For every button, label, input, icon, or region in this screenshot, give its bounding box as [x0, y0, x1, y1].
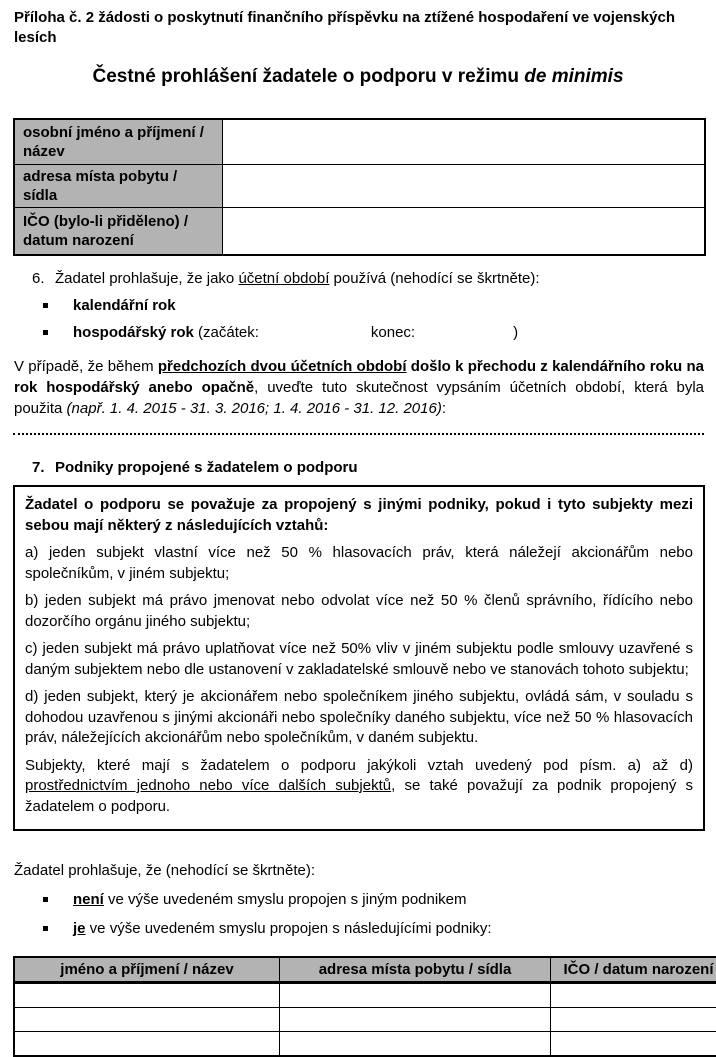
table-header-row: [14, 957, 716, 983]
page-title: [0, 64, 716, 90]
applicant-ico-field: [223, 208, 706, 256]
fiscal-year-close-paren: ): [513, 324, 518, 341]
fiscal-year-start-label: (začátek:: [194, 324, 259, 341]
bullet-square-icon: [43, 330, 48, 335]
box-item-c: c) jeden subjekt má právo uplatňovat více než 50% vliv v jiném subjektu podle smlouvy uzavřené s daným subjektem nebo dle ustanovení v zakladatelské smlouvě nebo ve stanovách tohoto subjektu;: [25, 639, 693, 680]
table-row: [14, 1032, 716, 1057]
list-item-is-linked: [73, 919, 702, 939]
applicant-ico-label: IČO (bylo-li přiděleno) / datum narození: [14, 208, 223, 256]
applicant-address-field: [223, 165, 706, 208]
item-6-text-before: Žadatel prohlašuje, že jako: [55, 270, 238, 287]
is-linked-keyword: je: [73, 920, 86, 937]
bullet-square-icon: [43, 303, 48, 308]
is-linked-rest: ve výše uvedeném smyslu propojen s následujícími podniky:: [86, 920, 492, 937]
table-row: [14, 983, 716, 1008]
name-cell: [14, 983, 280, 1008]
list-item-fiscal-year: [73, 323, 702, 343]
box-item-b: b) jeden subjekt má právo jmenovat nebo odvolat více než 50 % členů správního, řídícího nebo dozorčího orgánu jiného subjektu;: [25, 591, 693, 632]
box-item-d: d) jeden subjekt, který je akcionářem nebo společníkem jiného subjektu, ovládá sám, v souladu s dohodou uzavřenou s jinými akcionáři nebo společníky daného subjektu, více než 50 % hlasovacích práv, náležejících akcionářům nebo společníkům, v daném subjektu.: [25, 687, 693, 749]
applicant-name-field: [223, 119, 706, 165]
item-6-number: 6.: [32, 269, 55, 289]
transition-paragraph: [14, 356, 704, 419]
list-item-not-linked: [73, 890, 702, 910]
transition-part3: :: [442, 400, 446, 417]
name-cell: [14, 1008, 280, 1032]
box-final-part2: , se také považují za podnik propojený s žadatelem o podporu.: [25, 777, 693, 815]
item-6-text-after: používá (nehodící se škrtněte):: [329, 270, 539, 287]
transition-bold-underline: předchozích dvou účetních období: [158, 358, 407, 375]
ico-cell: [551, 1008, 716, 1032]
list-item-calendar-year: [73, 296, 702, 316]
header-address: adresa místa pobytu / sídla: [280, 957, 551, 983]
box-final-paragraph: [25, 756, 693, 818]
applicant-name-label: osobní jméno a příjmení / název: [14, 119, 223, 165]
not-linked-keyword: není: [73, 891, 104, 908]
fill-in-dotted-line: [13, 424, 704, 435]
page-title-main: Čestné prohlášení žadatele o podporu v režimu: [92, 66, 524, 87]
fiscal-year-label: hospodářský rok: [73, 324, 194, 341]
applicant-address-label: adresa místa pobytu / sídla: [14, 165, 223, 208]
box-item-a: a) jeden subjekt vlastní více než 50 % hlasovacích práv, která náležejí akcionářům nebo společníkům, v jiném subjektu;: [25, 543, 693, 584]
transition-example-italic: (např. 1. 4. 2015 - 31. 3. 2016; 1. 4. 2016 - 31. 12. 2016): [67, 400, 442, 417]
not-linked-rest: ve výše uvedeném smyslu propojen s jiným podnikem: [104, 891, 467, 908]
address-cell: [280, 1008, 551, 1032]
header-name: jméno a příjmení / název: [14, 957, 280, 983]
bullet-square-icon: [43, 897, 48, 902]
transition-part2: , uveďte tuto skutečnost vypsáním účetních období, která byla použita: [14, 379, 704, 417]
table-row: [14, 1008, 716, 1032]
header-ico: IČO / datum narození: [551, 957, 716, 983]
calendar-year-label: kalendářní rok: [73, 297, 176, 314]
ico-cell: [551, 1032, 716, 1057]
page-title-italic: de minimis: [524, 66, 623, 87]
item-6: [32, 269, 702, 289]
address-cell: [280, 983, 551, 1008]
linked-enterprises-definition-box: [13, 485, 705, 831]
section-7-heading: [32, 458, 702, 478]
attachment-line: Příloha č. 2 žádosti o poskytnutí finančního příspěvku na ztížené hospodaření ve vojenských lesích: [14, 8, 700, 48]
linked-enterprises-table: [13, 956, 716, 1057]
box-final-underline: prostřednictvím jednoho nebo více dalších subjektů: [25, 777, 391, 794]
ico-cell: [551, 983, 716, 1008]
applicant-info-table: [13, 118, 706, 256]
fiscal-year-end-label: konec:: [371, 324, 415, 341]
transition-bold: došlo k přechodu z kalendářního roku na rok hospodářský anebo opačně: [14, 358, 704, 396]
table-row: [14, 165, 705, 208]
box-intro: Žadatel o podporu se považuje za propojený s jinými podniky, pokud i tyto subjekty mezi sebou mají některý z následujících vztahů:: [25, 495, 693, 536]
table-row: [14, 119, 705, 165]
item-6-underlined: účetní období: [238, 270, 329, 287]
table-row: [14, 208, 705, 256]
section-7-title: Podniky propojené s žadatelem o podporu: [55, 459, 358, 476]
transition-part1: V případě, že během: [14, 358, 158, 375]
section-7-number: 7.: [32, 458, 55, 478]
bullet-square-icon: [43, 926, 48, 931]
declaration-heading: Žadatel prohlašuje, že (nehodící se škrtněte):: [14, 861, 702, 881]
box-final-part1: Subjekty, které mají s žadatelem o podporu jakýkoli vztah uvedený pod písm. a) až d): [25, 757, 693, 774]
address-cell: [280, 1032, 551, 1057]
name-cell: [14, 1032, 280, 1057]
